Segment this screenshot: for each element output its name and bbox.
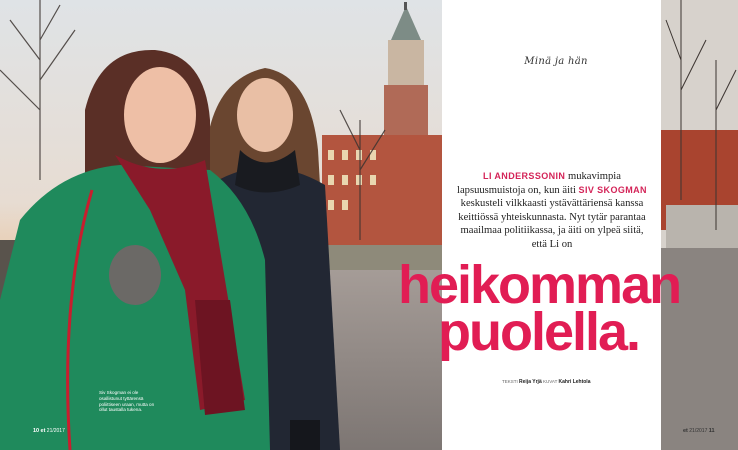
section-kicker: Minä ja hän: [524, 56, 588, 67]
name-siv-skogman: SIV SKOGMAN: [578, 184, 647, 195]
issue-left: 21/2017: [46, 428, 65, 434]
name-li-andersson: LI ANDERSSONIN: [483, 171, 566, 181]
page-number-right: 11: [708, 428, 715, 434]
headline-line-2: puolella.: [438, 302, 640, 362]
photo-author: Kahri Lehtola: [558, 379, 591, 385]
folio-left: [33, 428, 65, 434]
photo-caption: Siv Skogman ei ole osallistunut tyttärensä poliittiseen uraan, mutta on ollut taustalla tukena.: [99, 390, 155, 413]
photo-label: KUVAT: [543, 379, 558, 384]
magazine-name-left: et: [40, 428, 46, 434]
lead-paragraph: [452, 170, 652, 252]
byline: [502, 379, 590, 385]
right-photo: [661, 0, 738, 450]
headline-line-1: heikomman: [398, 255, 681, 315]
issue-right: 21/2017: [689, 428, 708, 434]
text-label: TEKSTI: [502, 379, 518, 384]
folio-right: [683, 428, 715, 434]
page-number-left: 10: [33, 428, 40, 434]
lead-part-1: mukavimpia lapsuusmuistoja on, kun äiti: [457, 171, 621, 196]
magazine-name-right: et: [683, 428, 688, 434]
lead-part-2: keskusteli vilkkaasti ystävättäriensä kanssa keittiössä yhteiskunnasta. Nyt tytär parantaa maailmaa politiikassa, ja äiti on ylpeä siitä, että Li on: [458, 198, 646, 250]
text-author: Reija Yrjä: [519, 379, 542, 385]
headline: [398, 255, 718, 362]
